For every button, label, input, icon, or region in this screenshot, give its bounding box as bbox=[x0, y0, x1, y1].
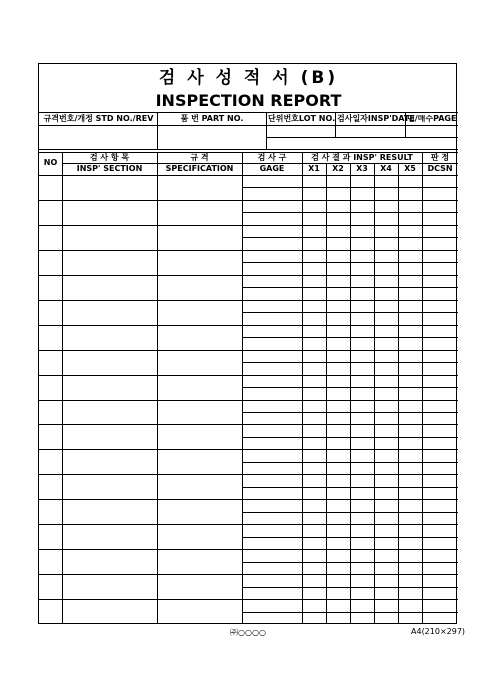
x3-header: X3 bbox=[356, 164, 368, 173]
insp-date-label: 검사일자INSP'DATE bbox=[337, 114, 415, 123]
specification-header-ko: 규 격 bbox=[190, 153, 209, 162]
row-rule bbox=[39, 574, 458, 575]
specification-header-en: SPECIFICATION bbox=[165, 164, 234, 173]
row-rule bbox=[39, 275, 458, 276]
row-rule bbox=[39, 375, 458, 376]
no-header: NO bbox=[43, 158, 58, 167]
body-col-divider bbox=[157, 175, 158, 624]
table-header-bottom-rule bbox=[39, 175, 458, 176]
inspection-report-form bbox=[38, 63, 457, 624]
dcsn-header-ko: 판 정 bbox=[430, 153, 450, 162]
row-rule bbox=[39, 424, 458, 425]
row-rule bbox=[39, 449, 458, 450]
insp-section-header-ko: 검 사 항 목 bbox=[89, 153, 130, 162]
dcsn-header-en: DCSN bbox=[427, 164, 453, 173]
paper-size-note: A4(210×297) bbox=[411, 627, 466, 636]
x2-header: X2 bbox=[332, 164, 344, 173]
body-col-divider bbox=[398, 175, 399, 624]
row-rule bbox=[39, 524, 458, 525]
col-divider-no bbox=[62, 152, 63, 175]
row-rule bbox=[39, 325, 458, 326]
col-divider-section bbox=[157, 152, 158, 175]
insp-result-header: 검 사 결 과 INSP' RESULT bbox=[311, 153, 413, 162]
x5-header: X5 bbox=[404, 164, 416, 173]
body-col-divider bbox=[302, 175, 303, 624]
row-rule bbox=[39, 400, 458, 401]
body-col-divider bbox=[242, 175, 243, 624]
gage-header-en: GAGE bbox=[259, 164, 285, 173]
std-no-label: 규격번호/개정 STD NO./REV bbox=[43, 114, 154, 123]
gage-header-ko: 검 사 구 bbox=[257, 153, 287, 162]
info-header-top-rule bbox=[39, 112, 458, 113]
page-label: 면/매수PAGE bbox=[407, 115, 457, 123]
row-rule bbox=[39, 350, 458, 351]
col-divider-x1 bbox=[326, 163, 327, 175]
col-divider-gage bbox=[302, 152, 303, 175]
col-divider-x3 bbox=[374, 163, 375, 175]
company-name: ㈜○○○○ bbox=[230, 628, 266, 637]
col-divider-x4 bbox=[398, 163, 399, 175]
row-rule bbox=[39, 549, 458, 550]
row-rule bbox=[39, 474, 458, 475]
insp-section-header-en: INSP' SECTION bbox=[76, 164, 143, 173]
body-col-divider bbox=[326, 175, 327, 624]
body-col-divider bbox=[62, 175, 63, 624]
row-rule bbox=[39, 599, 458, 600]
col-divider-x5 bbox=[422, 152, 423, 175]
form-title-korean: 검 사 성 적 서 (B) bbox=[158, 68, 339, 88]
form-title-english: INSPECTION REPORT bbox=[155, 91, 342, 110]
row-rule bbox=[39, 250, 458, 251]
body-col-divider bbox=[422, 175, 423, 624]
info-divider-2 bbox=[266, 112, 267, 149]
info-value-split-rule bbox=[266, 137, 458, 138]
col-divider-spec bbox=[242, 152, 243, 175]
row-rule bbox=[39, 200, 458, 201]
body-col-divider bbox=[374, 175, 375, 624]
info-block-bottom-rule bbox=[39, 149, 458, 150]
lot-no-label: 단위번호LOT NO. bbox=[268, 114, 336, 123]
info-divider-3 bbox=[335, 112, 336, 137]
col-divider-x2 bbox=[350, 163, 351, 175]
row-rule bbox=[39, 300, 458, 301]
row-rule bbox=[39, 225, 458, 226]
x4-header: X4 bbox=[380, 164, 392, 173]
row-rule bbox=[39, 499, 458, 500]
info-header-bottom-rule bbox=[39, 125, 458, 126]
part-no-label: 품 번 PART NO. bbox=[180, 114, 244, 123]
body-col-divider bbox=[350, 175, 351, 624]
x1-header: X1 bbox=[308, 164, 320, 173]
